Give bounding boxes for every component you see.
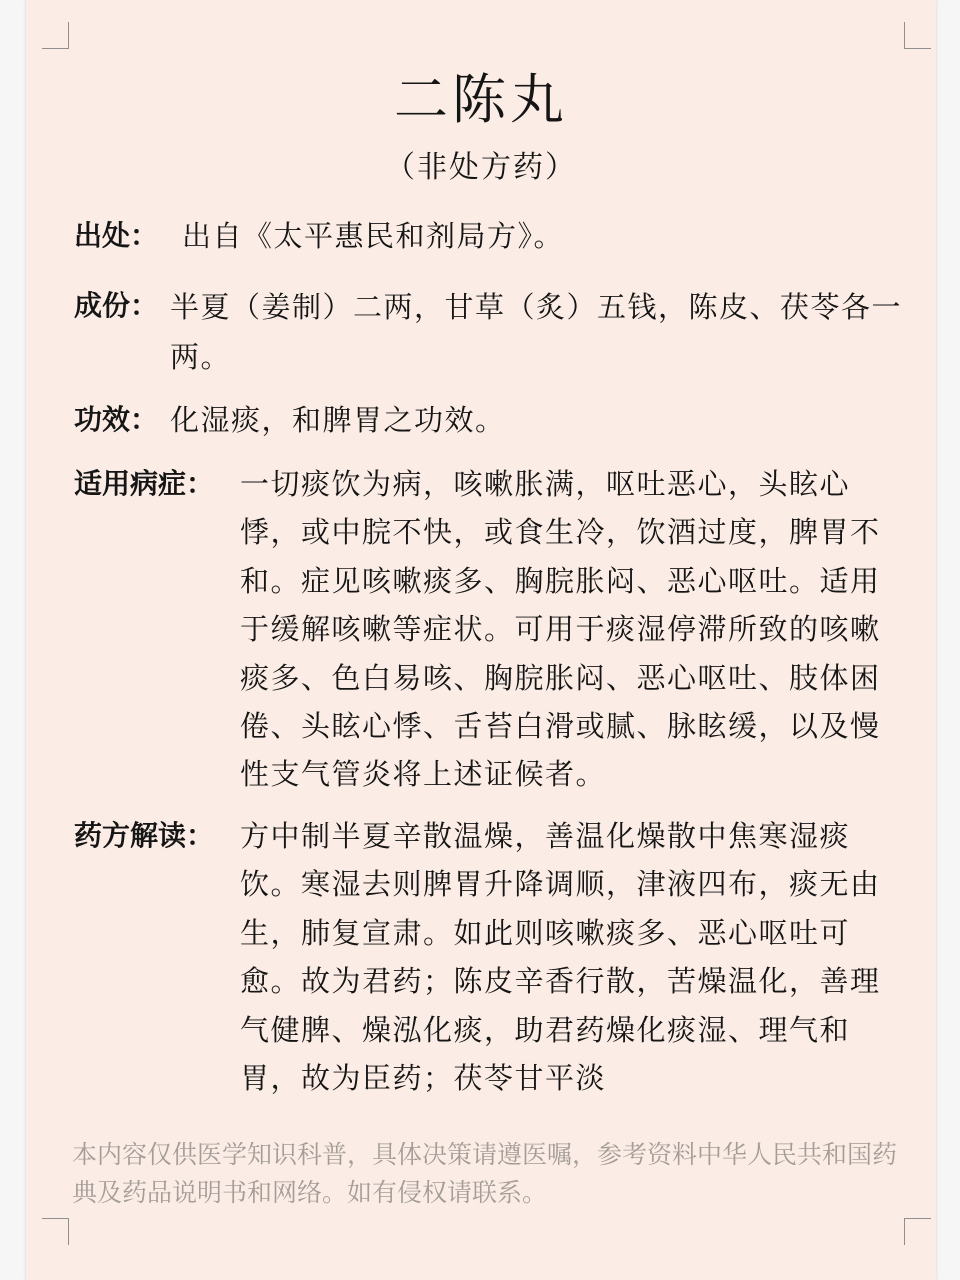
efficacy-label: 功效： [74, 403, 159, 436]
crop-mark-bottom-right [904, 1218, 931, 1245]
source-text: 出自《太平惠民和剂局方》。 [182, 219, 565, 253]
interpretation-text: 方中制半夏辛散温燥，善温化燥散中焦寒湿痰饮。寒湿去则脾胃升降调顺，津液四布，痰无由生，肺复宣肃。如此则咳嗽痰多、恶心呕吐可愈。故为君药；陈皮辛香行散，苦燥温化，善理气健脾、燥泓化痰，助君药燥化痰湿、理气和胃，故为臣药；茯苓甘平淡 [240, 819, 881, 1096]
efficacy-text: 化湿痰，和脾胃之功效。 [170, 403, 506, 437]
ingredients-text: 半夏（姜制）二两，甘草（炙）五钱，陈皮、茯苓各一两。 [170, 290, 903, 374]
indications-text: 一切痰饮为病，咳嗽胀满，呕吐恶心，头眩心悸，或中脘不快，或食生冷，饮酒过度，脾胃不和。症见咳嗽痰多、胸脘胀闷、恶心呕吐。适用于缓解咳嗽等症状。可用于痰湿停滞所致的咳嗽痰多、色白易咳、胸脘胀闷、恶心呕吐、肢体困倦、头眩心悸、舌苔白滑或腻、脉眩缓，以及慢性支气管炎将上述证候者。 [240, 467, 881, 792]
page-subtitle: （非处方药） [385, 150, 577, 185]
crop-mark-bottom-left [42, 1218, 69, 1245]
source-label: 出处： [74, 219, 159, 252]
ingredients-label: 成份： [74, 289, 159, 322]
crop-mark-top-left [42, 22, 69, 49]
page-title: 二陈丸 [394, 68, 568, 131]
indications-label: 适用病症： [74, 467, 215, 500]
disclaimer: 本内容仅供医学知识科普，具体决策请遵医嘱，参考资料中华人民共和国药典及药品说明书和网络。如有侵权请联系。 [72, 1140, 898, 1207]
interpretation-label: 药方解读： [74, 819, 215, 852]
crop-mark-top-right [904, 22, 931, 49]
document-page [26, 0, 936, 1280]
